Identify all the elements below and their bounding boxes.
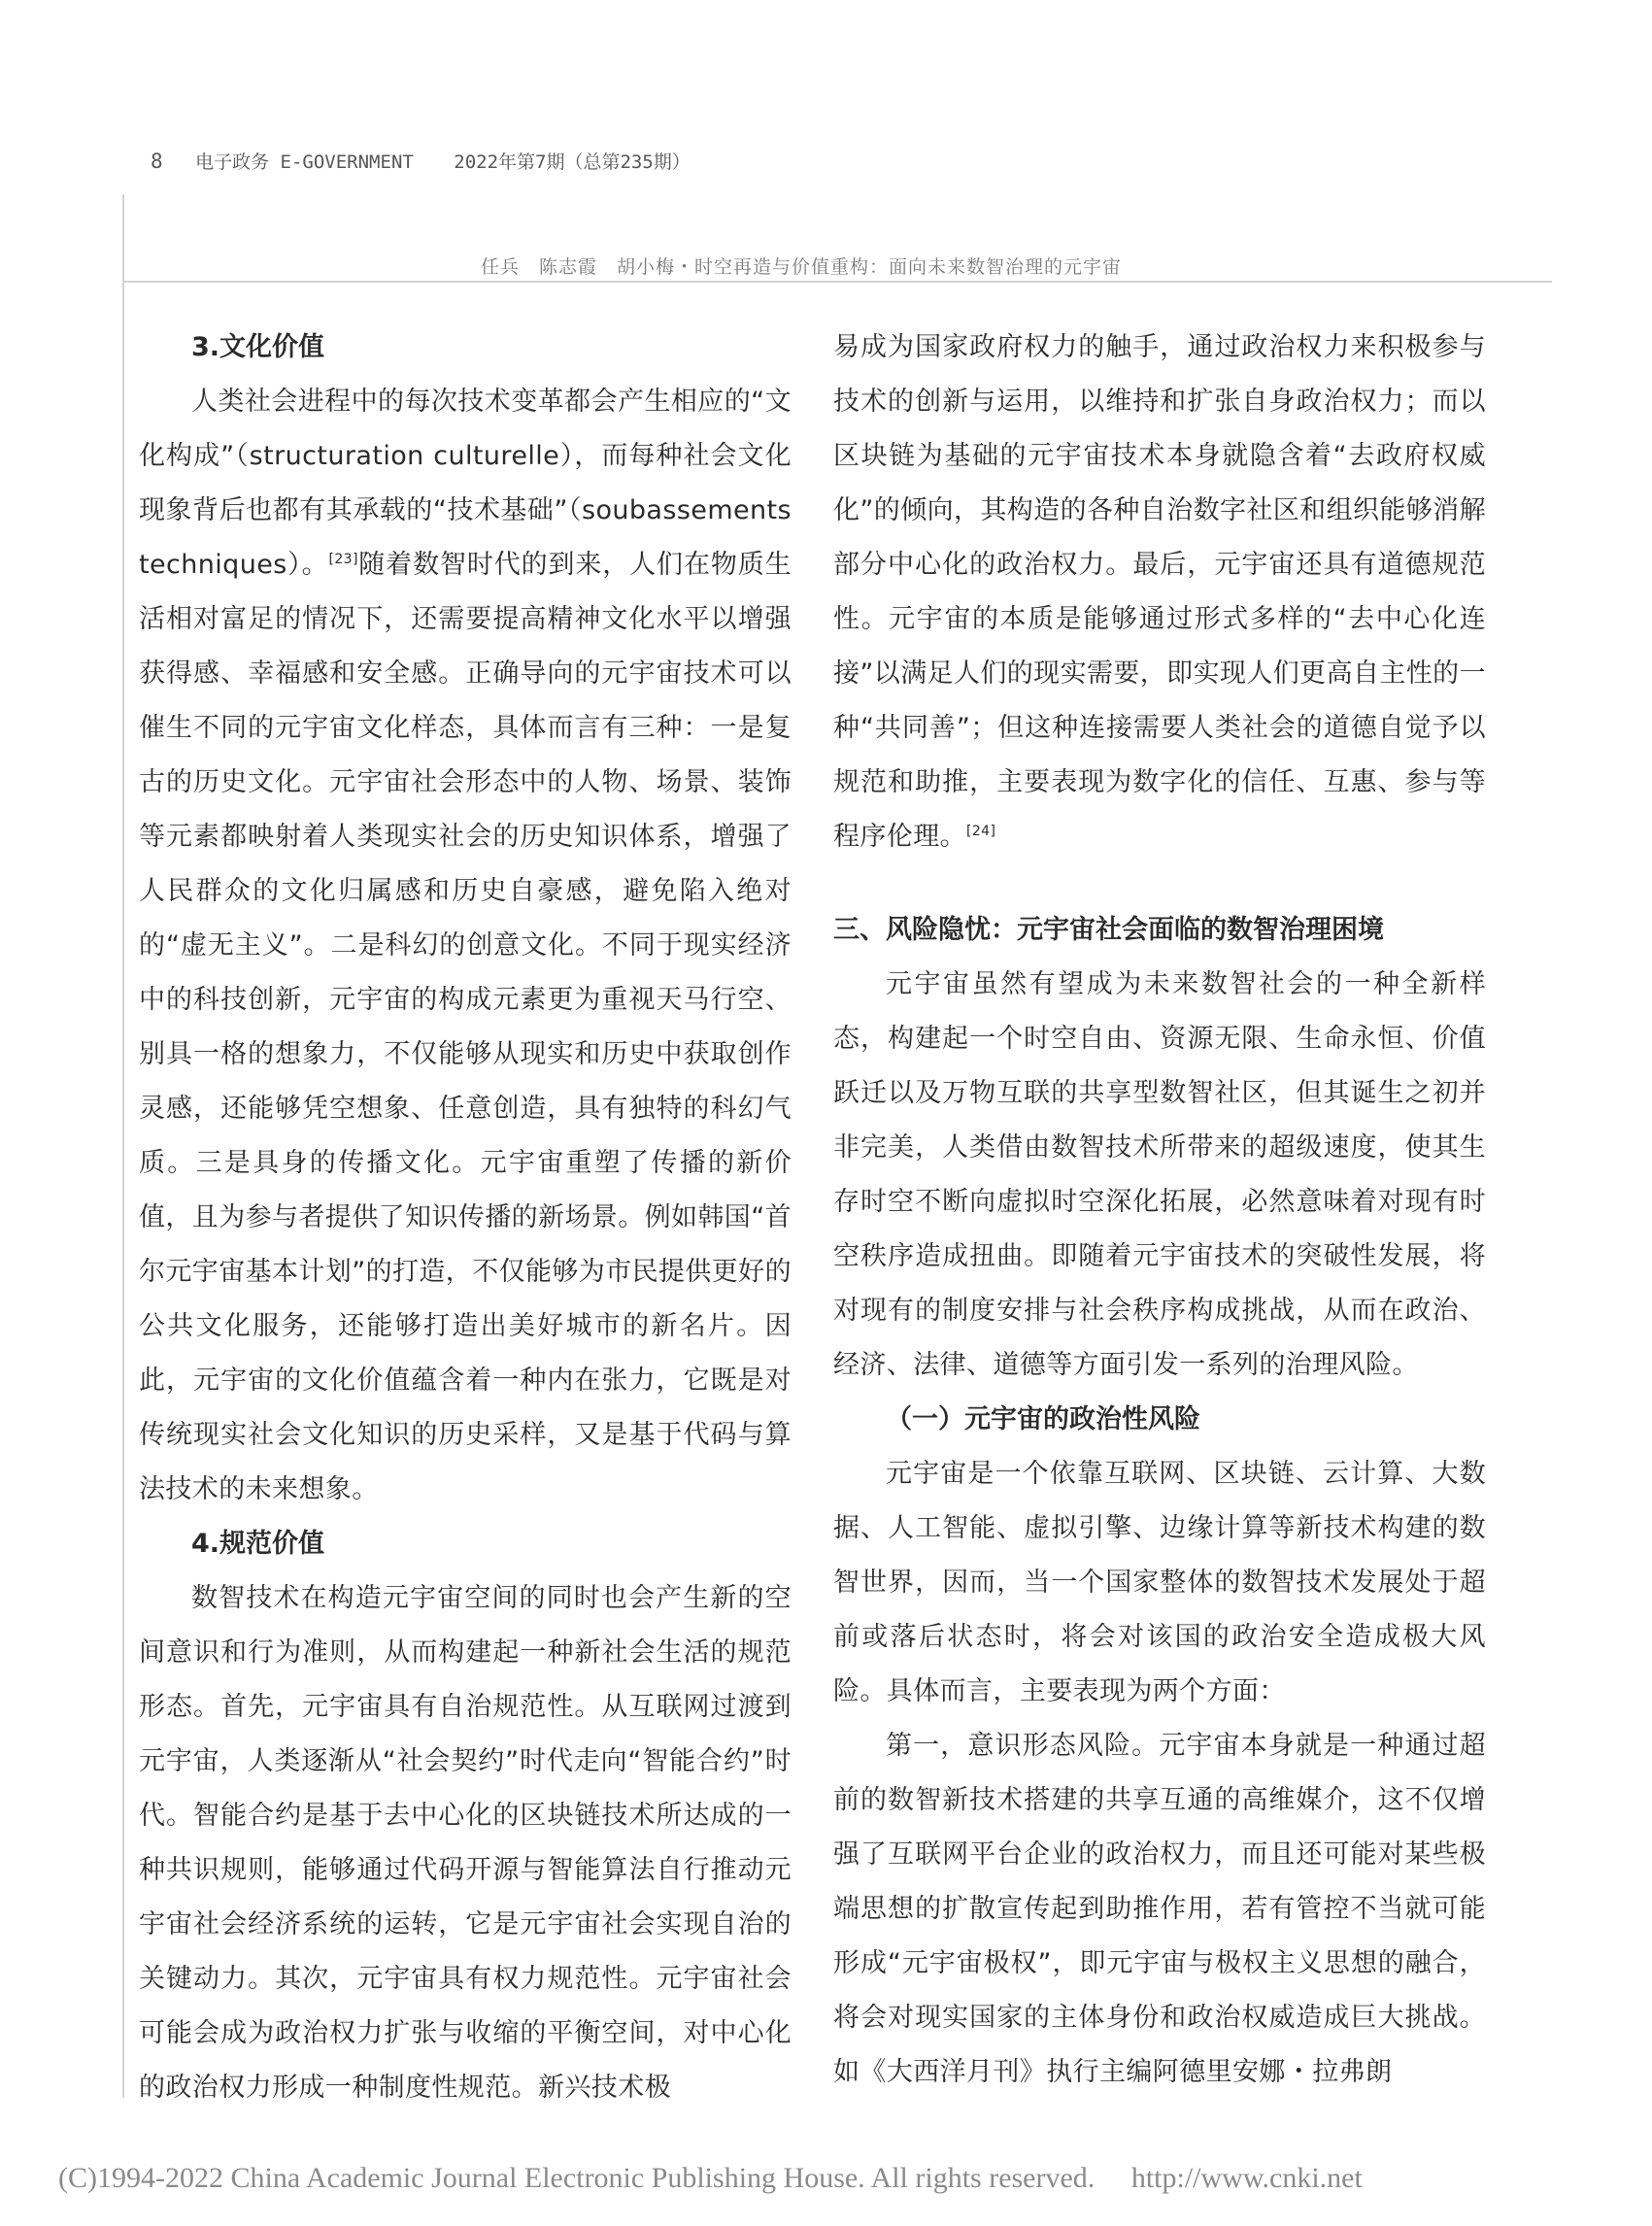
- subsection-heading-political-risk: （一）元宇宙的政治性风险: [886, 1404, 1200, 1434]
- paragraph-ideology-risk: 第一，意识形态风险。元宇宙本身就是一种通过超前的数智新技术搭建的共享互通的高维媒介，这不仅增强了互联网平台企业的政治权力，而且还可能对某些极端思想的扩散宣传起到助推作用，若有管控不当就可能形成“元宇宙极权”，即元宇宙与极权主义思想的融合，将会对现实国家的主体身份和政治权威造成巨大挑战。如《大西洋月刊》执行主编阿德里安娜・拉弗朗: [833, 1731, 1486, 2087]
- paragraph-continued: [833, 320, 1486, 864]
- paragraph-political-risk: 元宇宙是一个依靠互联网、区块链、云计算、大数据、人工智能、虚拟引擎、边缘计算等新技术构建的数智世界，因而，当一个国家整体的数智技术发展处于超前或落后状态时，将会对该国的政治安全造成极大风险。具体而言，主要表现为两个方面：: [833, 1459, 1486, 1706]
- right-column: [833, 320, 1486, 2100]
- page-header: [151, 148, 691, 174]
- paragraph-norm-value: 数智技术在构造元宇宙空间的同时也会产生新的空间意识和行为准则，从而构建起一种新社会生活的规范形态。首先，元宇宙具有自治规范性。从互联网过渡到元宇宙，人类逐渐从“社会契约”时代走向“智能合约”时代。智能合约是基于去中心化的区块链技术所达成的一种共识规则，能够通过代码开源与智能算法自行推动元宇宙社会经济系统的运转，它是元宇宙社会实现自治的关键动力。其次，元宇宙具有权力规范性。元宇宙社会可能会成为政治权力扩张与收缩的平衡空间，对中心化的政治权力形成一种制度性规范。新兴技术极: [139, 1583, 792, 2103]
- section-heading-risks: 三、风险隐忧：元宇宙社会面临的数智治理困境: [833, 915, 1384, 945]
- page-number: 8: [151, 150, 163, 173]
- citation-23[interactable]: [23]: [328, 552, 358, 567]
- paragraph-culture-value: [139, 375, 792, 1517]
- copyright-footer: [58, 2162, 1363, 2195]
- journal-name: 电子政务 E-GOVERNMENT: [195, 152, 414, 173]
- paragraph-text: 随着数智时代的到来，人们在物质生活相对富足的情况下，还需要提高精神文化水平以增强获得感、幸福感和安全感。正确导向的元宇宙技术可以催生不同的元宇宙文化样态，具体而言有三种：一是复古的历史文化。元宇宙社会形态中的人物、场景、装饰等元素都映射着人类现实社会的历史知识体系，增强了人民群众的文化归属感和历史自豪感，避免陷入绝对的“虚无主义”。二是科幻的创意文化。不同于现实经济中的科技创新，元宇宙的构成元素更为重视天马行空、别具一格的想象力，不仅能够从现实和历史中获取创作灵感，还能够凭空想象、任意创造，具有独特的科幻气质。三是具身的传播文化。元宇宙重塑了传播的新价值，且为参与者提供了知识传播的新场景。例如韩国“首尔元宇宙基本计划”的打造，不仅能够为市民提供更好的公共文化服务，还能够打造出美好城市的新名片。因此，元宇宙的文化价值蕴含着一种内在张力，它既是对传统现实社会文化知识的历史采样，又是基于代码与算法技术的未来想象。: [139, 550, 792, 1504]
- paragraph-text: 易成为国家政府权力的触手，通过政治权力来积极参与技术的创新与运用，以维持和扩张自身政治权力；而以区块链为基础的元宇宙技术本身就隐含着“去政府权威化”的倾向，其构造的各种自治数字社区和组织能够消解部分中心化的政治权力。最后，元宇宙还具有道德规范性。元宇宙的本质是能够通过形式多样的“去中心化连接”以满足人们的现实需要，即实现人们更高自主性的一种“共同善”；但这种连接需要人类社会的道德自觉予以规范和助推，主要表现为数字化的信任、互惠、参与等程序伦理。: [833, 332, 1486, 852]
- running-title: 任兵 陈志霞 胡小梅・时空再造与价值重构：面向未来数智治理的元宇宙: [480, 256, 1122, 278]
- margin-rule: [122, 194, 124, 2098]
- heading-norm-value: 4.规范价值: [191, 1529, 325, 1559]
- left-column: [139, 320, 792, 2115]
- cnki-link[interactable]: http://www.cnki.net: [1130, 2162, 1363, 2194]
- heading-culture-value: 3.文化价值: [191, 332, 325, 362]
- paragraph-text: 人类社会进程中的每次技术变革都会产生相应的“文化构成”（structuration culturelle），而每种社会文化现象背后也都有其承载的“技术基础”（soubassements techniques）。: [139, 387, 792, 580]
- copyright-text: (C)1994-2022 China Academic Journal Electronic Publishing House. All rights reserved.: [58, 2162, 1096, 2194]
- issue-info: 2022年第7期（总第235期）: [454, 152, 691, 173]
- citation-24[interactable]: [24]: [966, 824, 996, 839]
- paragraph-risks-intro: 元宇宙虽然有望成为未来数智社会的一种全新样态，构建起一个时空自由、资源无限、生命永恒、价值跃迁以及万物互联的共享型数智社区，但其诞生之初并非完美，人类借由数智技术所带来的超级速度，使其生存时空不断向虚拟时空深化拓展，必然意味着对现有时空秩序造成扭曲。即随着元宇宙技术的突破性发展，将对现有的制度安排与社会秩序构成挑战，从而在政治、经济、法律、道德等方面引发一系列的治理风险。: [833, 969, 1486, 1380]
- header-rule: [124, 281, 1552, 283]
